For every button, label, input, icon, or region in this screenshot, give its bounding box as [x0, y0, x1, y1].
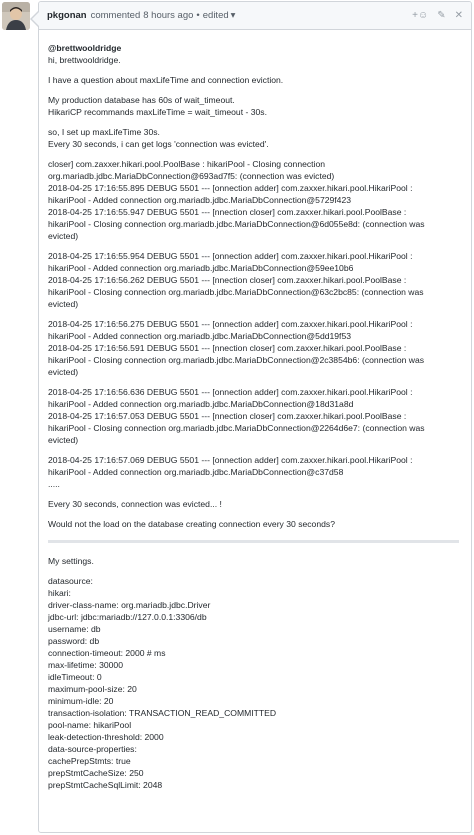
- log-line: hikariPool - Added connection org.mariadb.jdbc.MariaDbConnection@18d31a8d: [48, 399, 354, 409]
- author-link[interactable]: pkgonan: [47, 10, 87, 21]
- close-icon[interactable]: ✕: [454, 9, 463, 21]
- log-line: hikariPool - Closing connection org.mariadb.jdbc.MariaDbConnection@2264d6e7: (connection was: [48, 423, 425, 433]
- log-line: hikariPool - Closing connection org.mariadb.jdbc.MariaDbConnection@6d055e8d: (connection was: [48, 219, 425, 229]
- header-separator: •: [196, 10, 200, 21]
- log-line: 2018-04-25 17:16:56.275 DEBUG 5501 --- [onnection adder] com.zaxxer.hikari.pool.HikariPool :: [48, 319, 413, 329]
- settings-line: jdbc-url: jdbc:mariadb://127.0.0.1:3306/db: [48, 612, 207, 622]
- add-reaction-icon[interactable]: +☺: [412, 9, 429, 21]
- comment-actions: [412, 11, 463, 21]
- log-block: [48, 386, 471, 446]
- log-line: 2018-04-25 17:16:55.954 DEBUG 5501 --- [onnection adder] com.zaxxer.hikari.pool.HikariPool :: [48, 251, 413, 261]
- log-line: 2018-04-25 17:16:56.636 DEBUG 5501 --- [onnection adder] com.zaxxer.hikari.pool.HikariPool :: [48, 387, 413, 397]
- log-line: 2018-04-25 17:16:56.262 DEBUG 5501 --- [nnection closer] com.zaxxer.hikari.pool.PoolBase :: [48, 275, 407, 285]
- log-line: hikariPool - Added connection org.mariadb.jdbc.MariaDbConnection@5dd19f53: [48, 331, 352, 341]
- load-question: Would not the load on the database creating connection every 30 seconds?: [48, 519, 335, 529]
- settings-line: max-lifetime: 30000: [48, 660, 123, 670]
- settings-line: password: db: [48, 636, 100, 646]
- log-line: .....: [48, 479, 60, 489]
- settings-line: cachePrepStmts: true: [48, 756, 131, 766]
- question-text: I have a question about maxLifeTime and connection eviction.: [48, 75, 284, 85]
- settings-title: My settings.: [48, 556, 94, 566]
- edited-dropdown[interactable]: [203, 10, 236, 21]
- settings-line: prepStmtCacheSize: 250: [48, 768, 144, 778]
- log-line: 2018-04-25 17:16:56.591 DEBUG 5501 --- [nnection closer] com.zaxxer.hikari.pool.PoolBase :: [48, 343, 407, 353]
- settings-line: data-source-properties:: [48, 744, 137, 754]
- prod-line: HikariCP recommands maxLifeTime = wait_timeout - 30s.: [48, 107, 267, 117]
- log-line: evicted): [48, 367, 79, 377]
- divider: [48, 540, 459, 543]
- settings-line: leak-detection-threshold: 2000: [48, 732, 164, 742]
- comment-box: [38, 1, 472, 833]
- evicted-note: Every 30 seconds, connection was evicted... !: [48, 499, 222, 509]
- settings-block: [48, 575, 471, 791]
- comment-action-text: commented: [90, 10, 141, 21]
- log-line: 2018-04-25 17:16:57.053 DEBUG 5501 --- [nnection closer] com.zaxxer.hikari.pool.PoolBase :: [48, 411, 407, 421]
- log-block: [48, 318, 471, 378]
- setup-line: so, I set up maxLifeTime 30s.: [48, 127, 160, 137]
- log-line: 2018-04-25 17:16:55.895 DEBUG 5501 --- [onnection adder] com.zaxxer.hikari.pool.HikariPool :: [48, 183, 413, 193]
- log-line: hikariPool - Added connection org.mariadb.jdbc.MariaDbConnection@59ee10b6: [48, 263, 354, 273]
- prod-line: My production database has 60s of wait_timeout.: [48, 95, 235, 105]
- settings-line: transaction-isolation: TRANSACTION_READ_COMMITTED: [48, 708, 277, 718]
- greeting-text: hi, brettwooldridge.: [48, 55, 121, 65]
- log-block: [48, 250, 471, 310]
- log-line: evicted): [48, 299, 79, 309]
- comment-timestamp[interactable]: 8 hours ago: [143, 10, 194, 21]
- comment-header: [39, 2, 471, 30]
- settings-line: username: db: [48, 624, 101, 634]
- settings-line: driver-class-name: org.mariadb.jdbc.Driver: [48, 600, 211, 610]
- log-line: hikariPool - Added connection org.mariadb.jdbc.MariaDbConnection@c37d58: [48, 467, 344, 477]
- log-block: [48, 454, 471, 490]
- settings-line: pool-name: hikariPool: [48, 720, 132, 730]
- settings-line: hikari:: [48, 588, 71, 598]
- log-line: org.mariadb.jdbc.MariaDbConnection@693ad7f5: (connection was evicted): [48, 171, 335, 181]
- avatar-image: [2, 2, 30, 30]
- chevron-down-icon: ▾: [230, 10, 236, 21]
- settings-line: prepStmtCacheSqlLimit: 2048: [48, 780, 163, 790]
- log-line: evicted): [48, 231, 79, 241]
- log-line: hikariPool - Closing connection org.mariadb.jdbc.MariaDbConnection@63c2bc85: (connection was: [48, 287, 424, 297]
- edited-label: edited: [202, 10, 229, 21]
- avatar[interactable]: [2, 2, 30, 30]
- edit-icon[interactable]: ✎: [437, 9, 446, 21]
- settings-line: connection-timeout: 2000 # ms: [48, 648, 166, 658]
- log-line: evicted): [48, 435, 79, 445]
- log-line: closer] com.zaxxer.hikari.pool.PoolBase : hikariPool - Closing connection: [48, 159, 326, 169]
- log-block: [48, 158, 471, 242]
- log-line: 2018-04-25 17:16:57.069 DEBUG 5501 --- [onnection adder] com.zaxxer.hikari.pool.HikariPool :: [48, 455, 413, 465]
- comment-caret-inner: [32, 12, 39, 26]
- log-line: 2018-04-25 17:16:55.947 DEBUG 5501 --- [nnection closer] com.zaxxer.hikari.pool.PoolBase :: [48, 207, 407, 217]
- comment-body: [39, 30, 471, 791]
- log-line: hikariPool - Closing connection org.mariadb.jdbc.MariaDbConnection@2c3854b6: (connection was: [48, 355, 425, 365]
- settings-line: maximum-pool-size: 20: [48, 684, 137, 694]
- settings-line: idleTimeout: 0: [48, 672, 102, 682]
- settings-line: minimum-idle: 20: [48, 696, 114, 706]
- setup-line: Every 30 seconds, i can get logs 'connection was evicted'.: [48, 139, 269, 149]
- user-mention[interactable]: @brettwooldridge: [48, 43, 122, 53]
- log-line: hikariPool - Added connection org.mariadb.jdbc.MariaDbConnection@5729f423: [48, 195, 352, 205]
- settings-line: datasource:: [48, 576, 93, 586]
